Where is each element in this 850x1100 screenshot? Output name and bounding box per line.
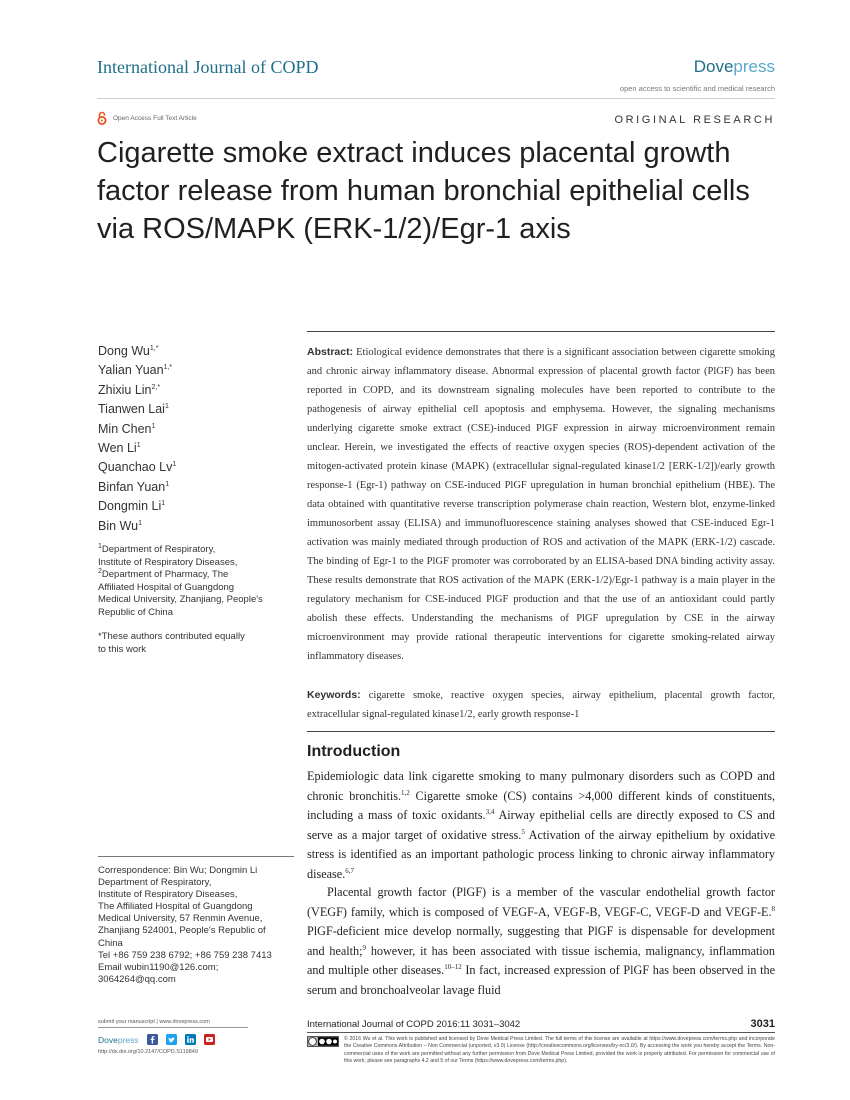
author-name <box>98 420 293 439</box>
page-number: 3031 <box>750 1018 775 1030</box>
abstract-text: Etiological evidence demonstrates that there is a significant association between cigarette smoking and chronic airway inflammatory disease. Abnormal expression of placental growth factor (PlGF) has been reported in COPD, and its downstream signaling molecules have been reported to contribute to the pathogenesis of airway epithelial cell apoptosis and emphysema. However, the signaling mechanisms underlying cigarette smoke extract (CSE)-induced PlGF expression in airway microenvironment remain unclear. Herein, we investigated the effects of reactive oxygen species (ROS)-dependent activation of the mitogen-activated protein kinase (MAPK) (extracellular signal-regulated kinase1/2 [ERK-1/2])/early growth response-1 (Egr-1) pathway on CSE-induced PlGF upregulation in human bronchial epithelium (HBE). The data obtained with quantitative reverse transcription polymerase chain reaction, Western blot, enzyme-linked immunosorbent assay (ELISA) and immunofluorescence staining analyses showed that CSE-induced Egr-1 activation was mainly mediated through production of ROS and activation of the MAPK (ERK-1/2) cascade. The binding of Egr-1 to the PlGF promoter was corroborated by an ELISA-based DNA binding activity assay. These results demonstrate that ROS activation of the MAPK (ERK-1/2)/Egr-1 pathway is a main player in the regulatory mechanism for CSE-induced PlGF production and that the use of an antioxidant could partly abolish these effects. Understanding the mechanisms of PlGF upregulation by CSE in the airway microenvironment may provide rational therapeutic interventions for cigarette smoking-related airway inflammatory diseases. <box>307 347 776 662</box>
author-affiliation-marker: 1 <box>165 480 170 488</box>
facebook-icon[interactable] <box>147 1034 158 1045</box>
keywords-label: Keywords: <box>307 689 361 701</box>
article-type: ORIGINAL RESEARCH <box>614 114 775 126</box>
equal-contribution-note <box>98 631 293 656</box>
author-name-text: Bin Wu <box>98 518 139 533</box>
citation-ref[interactable]: 10–12 <box>444 962 462 971</box>
affiliation-2-line: Affiliated Hospital of Guangdong <box>98 581 235 593</box>
correspondence-line: The Affiliated Hospital of Guangdong <box>98 901 253 913</box>
author-affiliation-marker: 1,* <box>149 344 159 352</box>
author-name-text: Binfan Yuan <box>98 479 166 494</box>
author-name-text: Wen Li <box>98 441 137 456</box>
open-access-lock-icon <box>97 111 107 125</box>
abstract <box>307 343 775 666</box>
author-affiliation-marker: 1 <box>164 403 169 411</box>
body-text: however, it has been associated with tissue ischemia, malignancy, inflammation and multiple other diseases. <box>307 943 775 977</box>
footer-brand <box>98 1034 288 1045</box>
correspondence-email[interactable]: 3064264@qq.com <box>98 973 176 985</box>
correspondence-phone: Tel +86 759 238 6792; +86 759 238 7413 <box>98 949 272 961</box>
keywords-text: cigarette smoke, reactive oxygen species, airway epithelium, placental growth factor, extracellular signal-regulated kinase1/2, early growth response-1 <box>307 690 775 720</box>
journal-title: International Journal of COPD <box>97 57 319 77</box>
citation-ref[interactable]: 3,4 <box>485 807 495 816</box>
youtube-icon[interactable] <box>204 1034 215 1045</box>
author-name-text: Zhixiu Lin <box>98 382 152 397</box>
license-text: © 2016 Wu et al. This work is published and licensed by Dove Medical Press Limited. The full terms of this license are available at https://www.dovepress.com/terms.php and incorporate the Creative Commons Attribution – Non Commercial (unported, v3.0) License (http://creativecommons.org/licenses/by-nc/3.0/). By accessing the work you hereby accept the Terms. Non-commercial uses of the work are permitted without any further permission from Dove Medical Press Limited, provided the work is properly attributed. For permission for commercial use of this work, please see paragraphs 4.2 and 5 of our Terms (https://www.dovepress.com/terms.php). <box>344 1036 775 1064</box>
affiliation-2-line: Department of Pharmacy, The <box>101 569 229 581</box>
body-text: PlGF-deficient mice develop normally, suggesting that PlGF is dispensable for development and health; <box>307 924 775 958</box>
footer-logo-part-press: press <box>117 1034 139 1045</box>
correspondence-line: Correspondence: Bin Wu; Dongmin Li <box>98 865 258 876</box>
publisher-tagline: open access to scientific and medical research <box>619 84 775 93</box>
header-divider <box>97 98 775 99</box>
author-affiliation-marker: 2,* <box>151 383 161 391</box>
author-affiliation-marker: 1 <box>136 441 141 449</box>
author-name-text: Tianwen Lai <box>98 402 165 417</box>
creative-commons-badge-icon[interactable] <box>307 1036 339 1047</box>
equal-contribution-line: *These authors contributed equally <box>98 631 245 643</box>
dovepress-logo[interactable] <box>694 57 775 77</box>
open-access-label: Open Access Full Text Article <box>113 114 197 122</box>
author-affiliation-marker: 1,* <box>163 364 173 372</box>
author-name <box>98 517 293 536</box>
author-name <box>98 439 293 458</box>
citation-ref[interactable]: 9 <box>362 943 367 952</box>
author-name <box>98 478 293 497</box>
open-access-badge <box>97 111 197 125</box>
body-text: Placental growth factor (PlGF) is a member of the vascular endothelial growth factor (VEGF) family, which is composed of VEGF-A, VEGF-B, VEGF-C, VEGF-D and VEGF-E. <box>307 885 775 919</box>
correspondence-block <box>98 856 294 986</box>
author-name <box>98 400 293 419</box>
footer-logo-part-dove: Dove <box>98 1034 118 1045</box>
abstract-top-rule <box>307 331 775 332</box>
citation-ref[interactable]: 5 <box>521 827 525 836</box>
article-title: Cigarette smoke extract induces placental growth factor release from human bronchial epithelial cells via ROS/MAPK (ERK-1/2)/Egr-1 axis <box>97 137 750 245</box>
logo-part-dove: Dove <box>693 57 734 76</box>
correspondence-line: Institute of Respiratory Diseases, <box>98 889 238 901</box>
correspondence-line: China <box>98 937 123 949</box>
author-name <box>98 361 293 380</box>
abstract-bottom-rule <box>307 731 775 732</box>
affiliation-2-line: Republic of China <box>98 606 173 618</box>
footer-right <box>307 1018 775 1065</box>
logo-part-press: press <box>733 57 775 76</box>
author-affiliation-marker: 1 <box>161 500 166 508</box>
footer-citation-row <box>307 1018 775 1033</box>
linkedin-icon[interactable] <box>185 1034 196 1045</box>
footer-dovepress-logo[interactable] <box>98 1035 139 1045</box>
correspondence-email[interactable]: Email wubin1190@126.com; <box>98 961 219 973</box>
author-name <box>98 342 293 361</box>
author-affiliation-marker: 1 <box>172 461 177 469</box>
doi-link[interactable]: http://dx.doi.org/10.2147/COPD.S119849 <box>98 1049 198 1055</box>
license-block <box>307 1036 775 1065</box>
section-heading-introduction: Introduction <box>307 743 401 760</box>
author-list <box>98 342 293 536</box>
author-name <box>98 497 293 516</box>
footer-left <box>98 1019 288 1055</box>
author-name-text: Yalian Yuan <box>98 363 164 378</box>
author-name <box>98 458 293 477</box>
author-affiliation-marker: 1 <box>151 422 156 430</box>
citation-ref[interactable]: 8 <box>771 904 775 913</box>
correspondence-line: Department of Respiratory, <box>98 877 212 889</box>
affiliation-1-line: Institute of Respiratory Diseases, <box>98 556 238 568</box>
keywords <box>307 686 775 724</box>
twitter-icon[interactable] <box>166 1034 177 1045</box>
affiliation-2-marker: 2 <box>98 567 102 575</box>
body-text: Epidemiologic data link cigarette smoking to many pulmonary disorders such as COPD and chronic bronchitis. <box>307 769 775 803</box>
body-text: Airway epithelial cells are directly exposed to CS and serve as a major target of oxidative stress. <box>307 808 775 842</box>
journal-citation: International Journal of COPD 2016:11 3031–3042 <box>307 1019 521 1030</box>
abstract-label: Abstract: <box>307 346 354 358</box>
citation-ref[interactable]: 1,2 <box>401 788 410 797</box>
author-name-text: Dong Wu <box>98 344 150 358</box>
body-text: Cigarette smoke (CS) contains >4,000 different kinds of constituents, including a mass of toxic oxidants. <box>307 788 775 822</box>
affiliation-1-marker: 1 <box>98 542 102 550</box>
body-text: Activation of the airway epithelium by oxidative stress is identified as an important pathologic process linking to chronic airway inflammatory disease. <box>307 827 775 881</box>
equal-contribution-line: to this work <box>98 643 147 655</box>
submit-manuscript-link[interactable]: submit your manuscript | www.dovepress.com <box>98 1019 248 1028</box>
author-name-text: Quanchao Lv <box>98 460 173 475</box>
author-name <box>98 381 293 400</box>
author-name-text: Min Chen <box>98 421 152 436</box>
affiliation-1-line: Department of Respiratory, <box>101 544 216 556</box>
intro-paragraph-2 <box>307 883 775 1000</box>
correspondence-line: Zhanjiang 524001, People's Republic of <box>98 925 266 937</box>
affiliation-1 <box>98 544 293 619</box>
author-affiliation-marker: 1 <box>138 519 142 527</box>
intro-paragraph-1 <box>307 767 775 884</box>
affiliation-2-line: Medical University, Zhanjiang, People's <box>98 594 263 606</box>
author-column <box>98 342 293 656</box>
correspondence-line: Medical University, 57 Renmin Avenue, <box>98 913 263 925</box>
body-text: In fact, increased expression of PlGF has been observed in the serum and bronchoalveolar lavage fluid <box>307 963 775 997</box>
citation-ref[interactable]: 6,7 <box>345 866 354 875</box>
author-name-text: Dongmin Li <box>98 499 162 514</box>
